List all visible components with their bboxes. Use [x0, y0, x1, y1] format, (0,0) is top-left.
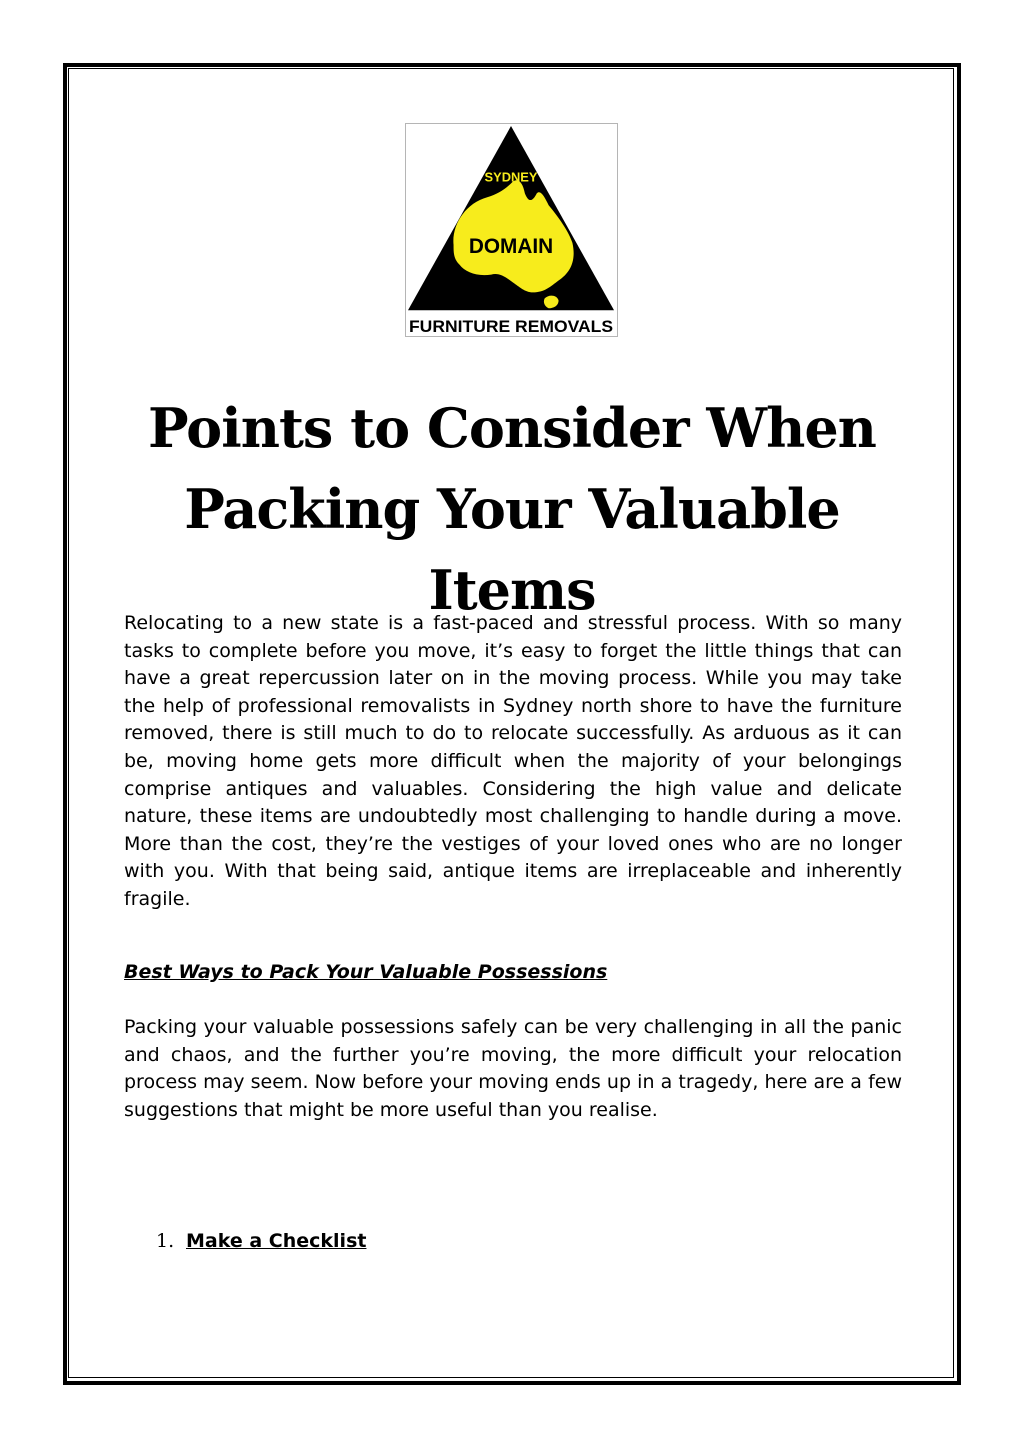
logo-furniture-removals-text: FURNITURE REMOVALS — [408, 317, 614, 336]
section-paragraph: Packing your valuable possessions safely can be very challenging in all the panic and chaos, and the further you’re moving, the more difficult your relocation process may seem. Now before your moving ends up in a tragedy, here are a few suggestions that might be more useful than you realise. — [124, 1016, 902, 1121]
logo-domain-text: DOMAIN — [468, 234, 554, 258]
list-item-number: 1. — [156, 1230, 175, 1252]
list-item-label: Make a Checklist — [186, 1230, 367, 1252]
page-title-line-2: Packing Your Valuable Items — [184, 477, 840, 622]
page-title — [100, 388, 924, 631]
intro-paragraph: Relocating to a new state is a fast-paced and stressful process. With so many tasks to complete before you move, it’s easy to forget the little things that can have a great repercussion later on in the moving process. While you may take the help of professional removalists in Sydney north shore to have the furniture removed, there is still much to do to relocate successfully. As arduous as it can be, moving home gets more difficult when the majority of your belongings comprise antiques and valuables. Considering the high value and delicate nature, these items are undoubtedly most challenging to handle during a move. More than the cost, they’re the vestiges of your loved ones who are no longer with you. With that being said, antique items are irreplaceable and inherently fragile. — [124, 612, 902, 910]
section-heading: Best Ways to Pack Your Valuable Possessions — [124, 961, 608, 983]
list-item — [156, 1228, 366, 1255]
logo-sydney-text: SYDNEY — [484, 169, 538, 185]
company-logo — [405, 123, 618, 337]
page-title-line-1: Points to Consider When — [148, 396, 876, 460]
